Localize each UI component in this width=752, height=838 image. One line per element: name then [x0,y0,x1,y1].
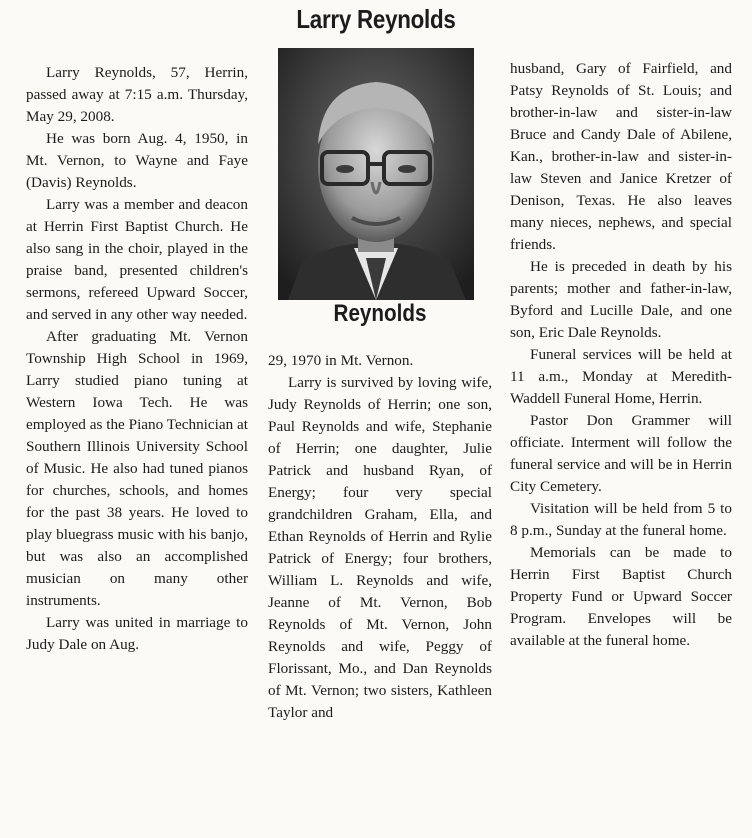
portrait-image [278,48,474,300]
paragraph: After graduating Mt. Vernon Township High School in 1969, Larry studied piano tuning at Western Iowa Tech. He was employed as the Piano Technician at Southern Illinois University School of Music. He also had tuned pianos for churches, schools, and homes for the past 38 years. He loved to play bluegrass music with his banjo, but was also an accomplished musician on many other instruments. [26,328,248,609]
paragraph: He is preceded in death by his parents; mother and father-in-law, Byford and Lucille Dale, and one son, Eric Dale Reynolds. [510,258,732,341]
paragraph: He was born Aug. 4, 1950, in Mt. Vernon, to Wayne and Faye (Davis) Reynolds. [26,130,248,191]
paragraph: Larry was a member and deacon at Herrin First Baptist Church. He also sang in the choir, played in the praise band, presented children's sermons, refereed Upward Soccer, and served in any other way needed. [26,196,248,323]
paragraph: Larry was united in marriage to Judy Dale on Aug. [26,614,248,653]
column-2 [268,350,492,724]
paragraph: Pastor Don Grammer will officiate. Interment will follow the funeral service and will be in Herrin City Cemetery. [510,412,732,495]
column-3 [510,58,732,652]
photo-caption: Reynolds [333,300,427,327]
paragraph: 29, 1970 in Mt. Vernon. [268,352,414,369]
obituary-headline: Larry Reynolds [296,4,456,34]
paragraph: Memorials can be made to Herrin First Baptist Church Property Fund or Upward Soccer Program. Envelopes will be available at the funeral home. [510,544,732,649]
column-1 [26,62,248,656]
paragraph: Visitation will be held from 5 to 8 p.m., Sunday at the funeral home. [510,500,732,539]
portrait-photo [278,48,474,300]
paragraph: Larry is survived by loving wife, Judy Reynolds of Herrin; one son, Paul Reynolds and wife, Stephanie of Herrin; one daughter, Julie Patrick and husband Ryan, of Energy; four very special grandchildren Graham, Ella, and Ethan Reynolds of Herrin and Rylie Patrick of Energy; four brothers, William L. Reynolds and wife, Jeanne of Mt. Vernon, Bob Reynolds of Mt. Vernon, John Reynolds and wife, Peggy of Florissant, Mo., and Dan Reynolds of Mt. Vernon; two sisters, Kathleen Taylor and [268,374,492,721]
paragraph: Larry Reynolds, 57, Herrin, passed away at 7:15 a.m. Thursday, May 29, 2008. [26,64,248,125]
paragraph: Funeral services will be held at 11 a.m., Monday at Meredith-Waddell Funeral Home, Herrin. [510,346,732,407]
paragraph: husband, Gary of Fairfield, and Patsy Reynolds of St. Louis; and brother-in-law and sister-in-law Bruce and Candy Dale of Abilene, Kan., brother-in-law and sister-in-law Steven and Janice Kretzer of Denison, Texas. He also leaves many nieces, nephews, and special friends. [510,60,732,253]
